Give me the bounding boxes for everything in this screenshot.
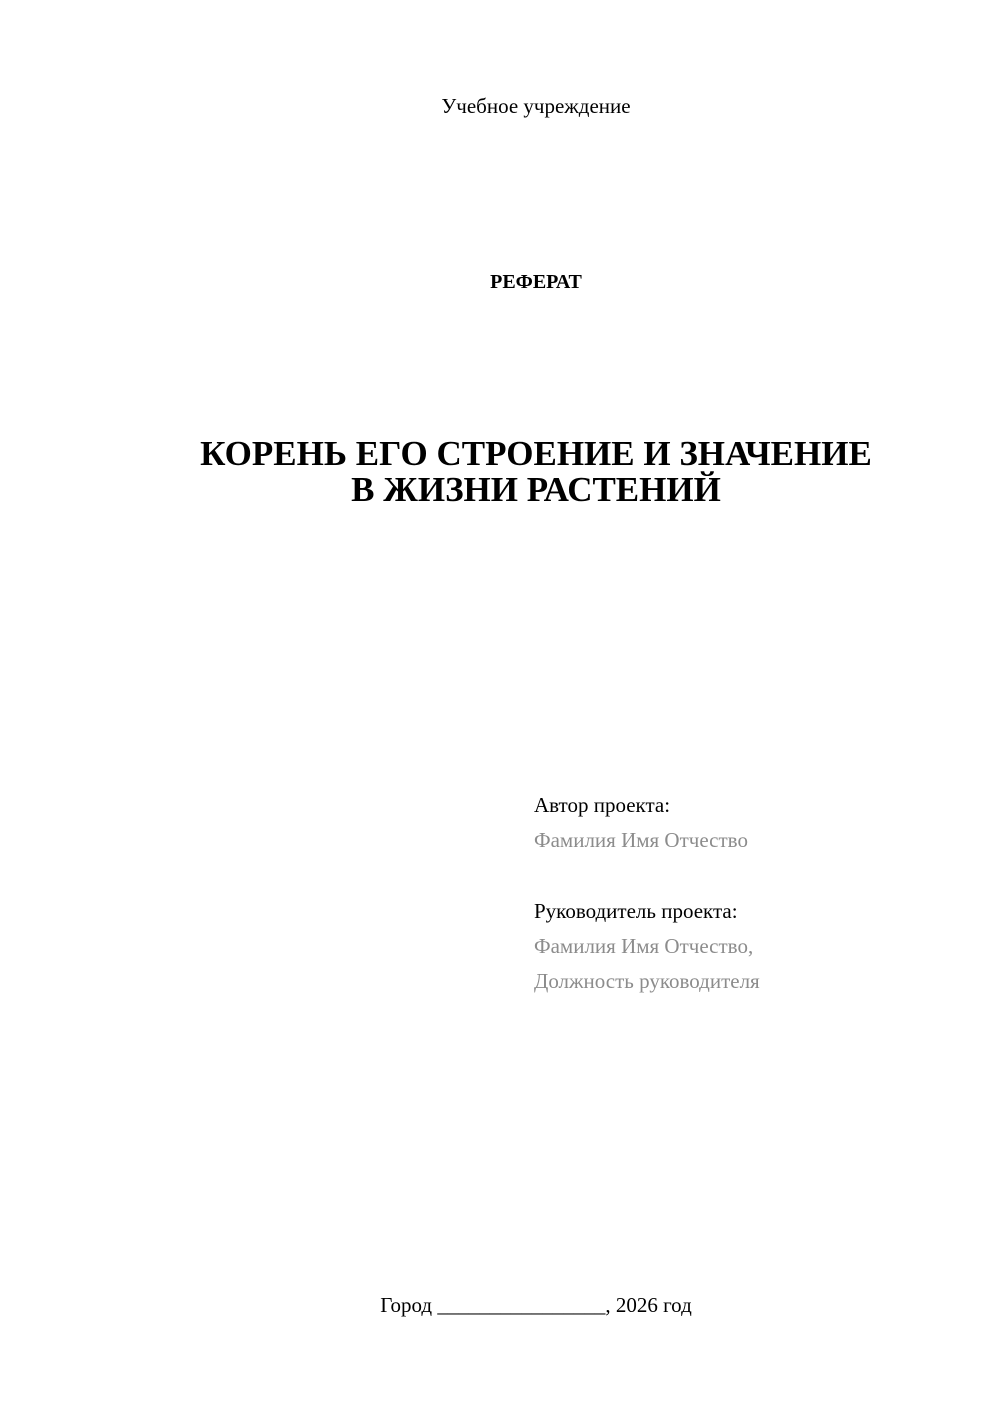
document-type: РЕФЕРАТ <box>490 271 582 293</box>
supervisor-label: Руководитель проекта: <box>534 899 738 923</box>
document-title <box>0 436 1000 508</box>
city-year-line: Город ________________, 2026 год <box>380 1293 692 1317</box>
title-line-1: КОРЕНЬ ЕГО СТРОЕНИЕ И ЗНАЧЕНИЕ <box>200 434 872 473</box>
supervisor-name: Фамилия Имя Отчество, <box>534 934 754 958</box>
title-line-2: В ЖИЗНИ РАСТЕНИЙ <box>351 470 721 509</box>
credits-spacer <box>534 858 974 894</box>
supervisor-position: Должность руководителя <box>534 969 760 993</box>
credits-block <box>534 788 974 999</box>
author-name: Фамилия Имя Отчество <box>534 828 748 852</box>
author-label: Автор проекта: <box>534 793 671 817</box>
institution-name: Учебное учреждение <box>441 94 631 118</box>
